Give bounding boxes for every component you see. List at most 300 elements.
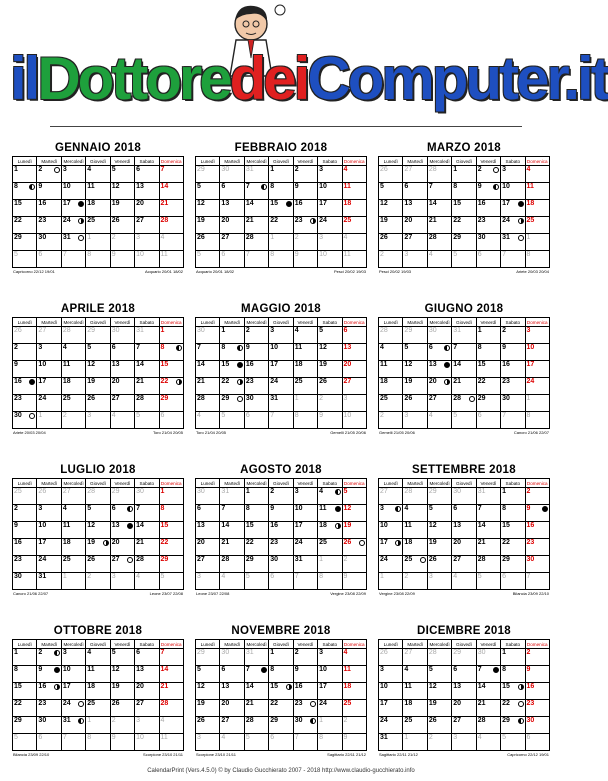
day-number: 23: [294, 217, 303, 224]
day-cell: [86, 522, 110, 539]
day-number: 17: [319, 683, 327, 690]
zodiac-row: [195, 429, 367, 436]
day-cell: [293, 378, 317, 395]
day-number: 21: [160, 683, 169, 690]
day-cell: [110, 378, 134, 395]
day-cell: [61, 327, 85, 344]
day-cell: [61, 361, 85, 378]
day-cell: [220, 573, 244, 590]
day-cell: [135, 361, 159, 378]
moon-phase-icon: [54, 667, 60, 673]
day-cell: [342, 666, 366, 683]
weekday-header: Venerdì: [293, 318, 317, 327]
day-number: 12: [197, 683, 205, 690]
day-cell: [61, 412, 85, 429]
day-cell: [427, 395, 451, 412]
day-cell: [110, 361, 134, 378]
day-number: 29: [197, 649, 205, 656]
day-number: 8: [14, 666, 18, 673]
day-cell: [13, 166, 37, 183]
weekday-header: Venerdì: [110, 157, 134, 166]
day-cell: [269, 361, 293, 378]
day-cell: [13, 488, 37, 505]
day-number: 11: [160, 734, 168, 741]
day-number: 29: [453, 649, 462, 656]
day-cell: [379, 522, 403, 539]
weekday-header: Domenica: [343, 158, 365, 164]
day-number: 3: [136, 717, 141, 724]
day-cell: [342, 234, 366, 251]
day-number: 19: [111, 683, 120, 690]
day-number: 14: [197, 361, 205, 368]
moon-phase-icon: [127, 557, 133, 563]
day-cell: [37, 234, 61, 251]
day-cell: [379, 217, 403, 234]
day-number: 5: [136, 412, 141, 419]
day-number: 19: [111, 200, 120, 207]
zodiac-sign-end: Pesci 20/02 19/03: [333, 269, 366, 274]
weekday-header: Lunedì: [379, 640, 403, 649]
day-number: 10: [319, 183, 327, 190]
day-number: 2: [294, 649, 299, 656]
day-number: 6: [38, 251, 43, 258]
weekday-header: Mercoledì: [427, 640, 451, 649]
weekday-header: Venerdì: [476, 157, 500, 166]
day-cell: [476, 234, 500, 251]
day-number: 31: [62, 717, 71, 724]
day-cell: [159, 251, 183, 268]
day-cell: [220, 412, 244, 429]
weekday-header: Lunedì: [379, 479, 403, 488]
day-cell: [342, 344, 366, 361]
day-number: 18: [343, 200, 352, 207]
day-number: 4: [343, 234, 348, 241]
day-cell: [293, 251, 317, 268]
moon-phase-icon: [359, 540, 365, 546]
day-number: 2: [245, 327, 250, 334]
day-number: 4: [453, 573, 458, 580]
day-cell: [293, 361, 317, 378]
day-cell: [476, 734, 500, 751]
day-cell: [220, 666, 244, 683]
month-title: SETTEMBRE 2018: [412, 464, 516, 476]
day-cell: [61, 683, 85, 700]
moon-phase-icon: [78, 701, 84, 707]
month-grid: [378, 317, 550, 429]
day-number: 28: [477, 717, 486, 724]
day-cell: [13, 666, 37, 683]
day-number: 6: [111, 344, 116, 351]
day-cell: [452, 327, 476, 344]
day-number: 6: [221, 251, 226, 258]
day-cell: [61, 556, 85, 573]
day-cell: [427, 539, 451, 556]
day-cell: [293, 395, 317, 412]
day-cell: [379, 395, 403, 412]
day-number: 24: [294, 539, 303, 546]
day-cell: [379, 717, 403, 734]
day-cell: [403, 361, 427, 378]
day-cell: [318, 556, 342, 573]
day-cell: [525, 395, 549, 412]
day-cell: [293, 683, 317, 700]
day-number: 30: [453, 488, 462, 495]
day-number: 26: [87, 395, 96, 402]
day-cell: [196, 327, 220, 344]
day-number: 1: [38, 412, 43, 419]
day-cell: [13, 522, 37, 539]
day-cell: [110, 522, 134, 539]
day-cell: [110, 234, 134, 251]
day-cell: [159, 395, 183, 412]
day-number: 31: [477, 488, 486, 495]
day-number: 29: [502, 717, 510, 724]
day-number: 26: [380, 649, 388, 656]
day-number: 13: [221, 683, 230, 690]
day-number: 5: [380, 183, 384, 190]
day-number: 28: [221, 556, 230, 563]
day-number: 8: [160, 505, 165, 512]
day-number: 14: [136, 361, 144, 368]
moon-phase-icon: [29, 184, 35, 190]
day-number: 11: [62, 361, 71, 368]
day-cell: [86, 344, 110, 361]
day-cell: [427, 683, 451, 700]
day-number: 30: [14, 573, 22, 580]
weekday-header: Domenica: [343, 319, 365, 325]
weekday-header: Mercoledì: [61, 479, 85, 488]
day-number: 21: [245, 700, 254, 707]
day-number: 13: [111, 522, 120, 529]
day-cell: [13, 344, 37, 361]
day-number: 7: [428, 183, 433, 190]
day-cell: [135, 166, 159, 183]
zodiac-sign-start: Sagittario 22/11 21/12: [379, 752, 418, 757]
day-cell: [318, 183, 342, 200]
day-cell: [476, 361, 500, 378]
day-number: 29: [14, 234, 22, 241]
moon-phase-icon: [261, 184, 267, 190]
day-number: 16: [245, 361, 254, 368]
day-number: 21: [136, 539, 144, 546]
day-cell: [427, 412, 451, 429]
day-number: 30: [526, 717, 535, 724]
day-number: 14: [428, 200, 437, 207]
day-cell: [379, 166, 403, 183]
day-number: 22: [14, 700, 22, 707]
day-number: 27: [404, 649, 413, 656]
day-cell: [501, 700, 525, 717]
month-grid: [195, 478, 367, 590]
day-cell: [427, 666, 451, 683]
day-number: 3: [380, 505, 384, 512]
day-number: 9: [245, 344, 250, 351]
day-number: 11: [404, 683, 412, 690]
month-grid: [195, 317, 367, 429]
day-cell: [403, 700, 427, 717]
day-cell: [13, 505, 37, 522]
day-cell: [244, 166, 268, 183]
month-title: DICEMBRE 2018: [416, 625, 511, 637]
day-cell: [342, 200, 366, 217]
day-cell: [220, 734, 244, 751]
logo-part: Computer: [307, 45, 564, 112]
moon-phase-icon: [176, 379, 182, 385]
day-cell: [61, 217, 85, 234]
day-number: 21: [477, 539, 486, 546]
day-cell: [403, 539, 427, 556]
day-number: 3: [197, 734, 201, 741]
day-number: 14: [477, 683, 486, 690]
day-cell: [159, 573, 183, 590]
day-number: 20: [343, 361, 352, 368]
day-number: 16: [38, 683, 47, 690]
day-number: 28: [160, 217, 169, 224]
day-cell: [525, 378, 549, 395]
weekday-header: Mercoledì: [244, 157, 268, 166]
day-number: 12: [428, 683, 437, 690]
day-number: 18: [62, 378, 71, 385]
day-number: 27: [111, 556, 120, 563]
day-number: 11: [319, 505, 327, 512]
day-cell: [501, 522, 525, 539]
day-cell: [220, 251, 244, 268]
day-cell: [110, 251, 134, 268]
day-cell: [501, 200, 525, 217]
day-number: 7: [221, 505, 226, 512]
day-number: 19: [380, 217, 388, 224]
day-number: 10: [319, 666, 327, 673]
header: [0, 0, 608, 130]
day-cell: [37, 683, 61, 700]
day-number: 9: [294, 251, 299, 258]
day-cell: [196, 488, 220, 505]
day-number: 26: [319, 378, 327, 385]
day-number: 25: [380, 395, 388, 402]
day-number: 29: [428, 488, 437, 495]
day-number: 29: [270, 717, 279, 724]
moon-phase-icon: [29, 413, 35, 419]
day-cell: [220, 234, 244, 251]
day-number: 17: [38, 539, 47, 546]
day-cell: [86, 488, 110, 505]
day-cell: [110, 573, 134, 590]
logo-part: dei: [229, 45, 308, 112]
day-number: 14: [245, 683, 254, 690]
day-cell: [501, 683, 525, 700]
day-number: 6: [404, 183, 409, 190]
day-cell: [476, 183, 500, 200]
day-number: 24: [62, 700, 71, 707]
day-number: 1: [14, 166, 18, 173]
day-number: 13: [453, 522, 462, 529]
day-cell: [293, 556, 317, 573]
moon-phase-icon: [286, 684, 292, 690]
day-cell: [318, 395, 342, 412]
moon-phase-icon: [518, 201, 524, 207]
day-number: 5: [197, 183, 201, 190]
day-number: 3: [404, 251, 409, 258]
day-number: 1: [453, 166, 458, 173]
month-grid: [12, 639, 184, 751]
day-number: 15: [160, 522, 169, 529]
day-cell: [196, 573, 220, 590]
day-cell: [196, 217, 220, 234]
day-cell: [196, 234, 220, 251]
day-cell: [220, 378, 244, 395]
day-number: 28: [477, 556, 486, 563]
day-cell: [293, 649, 317, 666]
day-cell: [159, 234, 183, 251]
day-cell: [501, 666, 525, 683]
day-cell: [244, 361, 268, 378]
day-cell: [135, 522, 159, 539]
weekday-header: Sabato: [501, 479, 525, 488]
day-cell: [525, 573, 549, 590]
day-number: 19: [343, 522, 352, 529]
day-cell: [427, 717, 451, 734]
day-number: 15: [502, 522, 510, 529]
day-number: 23: [38, 700, 47, 707]
day-number: 10: [319, 251, 327, 258]
day-cell: [61, 344, 85, 361]
month-calendar: [195, 140, 367, 275]
day-number: 1: [160, 488, 165, 495]
day-number: 11: [343, 251, 351, 258]
day-number: 27: [38, 327, 47, 334]
day-cell: [318, 327, 342, 344]
day-number: 27: [453, 556, 462, 563]
day-cell: [318, 412, 342, 429]
day-number: 10: [380, 522, 388, 529]
day-number: 5: [111, 166, 116, 173]
day-number: 14: [160, 183, 169, 190]
day-cell: [501, 217, 525, 234]
day-cell: [293, 344, 317, 361]
day-cell: [196, 700, 220, 717]
day-number: 12: [111, 183, 120, 190]
day-cell: [244, 327, 268, 344]
day-number: 17: [294, 522, 303, 529]
day-cell: [37, 378, 61, 395]
day-number: 7: [502, 251, 507, 258]
day-number: 17: [380, 700, 388, 707]
moon-phase-icon: [518, 701, 524, 707]
day-cell: [501, 488, 525, 505]
day-cell: [37, 649, 61, 666]
day-number: 2: [343, 717, 348, 724]
day-cell: [61, 522, 85, 539]
day-cell: [135, 700, 159, 717]
day-number: 10: [270, 344, 279, 351]
day-cell: [427, 344, 451, 361]
day-cell: [220, 649, 244, 666]
weekday-header: Giovedì: [452, 479, 476, 488]
day-number: 24: [319, 217, 327, 224]
day-cell: [293, 522, 317, 539]
day-cell: [110, 717, 134, 734]
day-number: 6: [428, 344, 433, 351]
day-number: 29: [453, 234, 462, 241]
day-number: 19: [197, 700, 205, 707]
day-number: 18: [319, 522, 327, 529]
day-number: 24: [380, 556, 388, 563]
day-cell: [379, 200, 403, 217]
day-number: 8: [14, 183, 18, 190]
weekday-header: Martedì: [403, 640, 427, 649]
day-cell: [342, 166, 366, 183]
day-number: 17: [380, 539, 388, 546]
day-number: 10: [38, 361, 47, 368]
day-number: 29: [160, 395, 169, 402]
day-cell: [318, 378, 342, 395]
month-title: MAGGIO 2018: [241, 303, 321, 315]
day-cell: [86, 649, 110, 666]
day-cell: [244, 412, 268, 429]
day-number: 5: [428, 505, 433, 512]
day-number: 3: [428, 573, 433, 580]
moon-phase-icon: [78, 718, 84, 724]
zodiac-row: [12, 751, 184, 758]
day-number: 10: [294, 505, 303, 512]
day-cell: [220, 556, 244, 573]
weekday-header: Venerdì: [293, 157, 317, 166]
day-cell: [159, 344, 183, 361]
weekday-header: Lunedì: [196, 479, 220, 488]
day-cell: [110, 183, 134, 200]
day-number: 29: [245, 556, 254, 563]
moon-phase-icon: [493, 667, 499, 673]
day-number: 30: [502, 395, 510, 402]
day-cell: [525, 488, 549, 505]
day-cell: [196, 556, 220, 573]
month-grid: [378, 156, 550, 268]
day-cell: [196, 166, 220, 183]
day-cell: [293, 666, 317, 683]
weekday-header: Sabato: [318, 640, 342, 649]
day-cell: [525, 327, 549, 344]
day-number: 3: [136, 234, 141, 241]
day-cell: [110, 556, 134, 573]
day-number: 26: [380, 166, 388, 173]
day-number: 2: [428, 734, 433, 741]
day-cell: [110, 505, 134, 522]
weekday-header: Martedì: [37, 318, 61, 327]
day-number: 21: [197, 378, 205, 385]
day-number: 3: [319, 166, 324, 173]
weekday-header: Lunedì: [379, 157, 403, 166]
day-cell: [269, 556, 293, 573]
day-cell: [452, 666, 476, 683]
day-cell: [427, 183, 451, 200]
day-cell: [61, 378, 85, 395]
day-number: 26: [428, 556, 437, 563]
weekday-header: Venerdì: [110, 640, 134, 649]
day-cell: [244, 717, 268, 734]
day-cell: [476, 556, 500, 573]
day-number: 5: [428, 666, 433, 673]
day-cell: [220, 539, 244, 556]
day-cell: [159, 666, 183, 683]
day-cell: [403, 251, 427, 268]
zodiac-sign-start: Leone 23/07 22/08: [196, 591, 230, 596]
moon-phase-icon: [518, 235, 524, 241]
day-cell: [196, 522, 220, 539]
day-number: 28: [404, 488, 413, 495]
weekday-header: Giovedì: [86, 157, 110, 166]
day-cell: [135, 327, 159, 344]
day-number: 12: [197, 200, 205, 207]
